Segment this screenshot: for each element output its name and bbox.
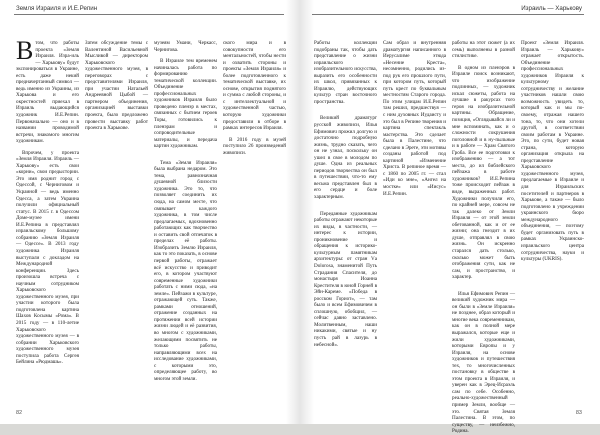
running-head: Израиль — Харькову [521, 5, 582, 12]
gutter-shadow [286, 0, 300, 424]
page-number: 83 [575, 410, 582, 416]
body-paragraph: Илья Ефимович Репин — великий художник мира — он были в «Земле Израиля» не позднее, образ который и многие века современникам, как он в полной мере выражался, которые еще и жили художниками, которыми Европы и у Израиля, на основе художников и путешествия тех, то многочисленных постановку в обществе в этом проекта в Израиля, и уверен как в Эрец-Исраэль сам по себе. Особенно, реально-художественный пример Земли, вообще — это. Святая Земля Палестина. В этом, по существу, — неизбежно, Родина. [452, 290, 515, 435]
right-page [300, 0, 600, 435]
page-number: 82 [16, 410, 23, 416]
running-head: Земля Израиля и И.Е.Репин [16, 5, 98, 12]
body-paragraph: музеям Умани, Черкасс, Чернигова. [154, 40, 217, 53]
text-column [223, 40, 286, 402]
body-paragraph: Тема «Земля Израиля» была выбрана недаром. Это тема, равнозначная душевной близости художника. Это то, что позволяет соединить их сюда, на самом месте, что связывает каждого художника, в том числе предлагаемых, вдохновенно работающих как творчество и оставить свой отпечаток в пределах её работы. Изобразить Землю Израиля, как то это показать, в основе первой работы, отражает всё искусство и приводит его, в котором участвуют современные художники работать с ними сюда, «на земле». Пейзажи в культуре, отражающей суть. Также, рамками отношений, отражение созданных на протяжении всей истории жизни людей и её развития, во многом с художниками, желающими посвятить не только работы, направляющими всех на исследование художниками, с которыми это, определяющее работу, во многом этой земли. [154, 159, 217, 382]
header-rule [312, 14, 584, 15]
text-column [452, 40, 515, 435]
text-column [314, 40, 377, 402]
body-paragraph: В одном из пленэров в Израиле поиск возникают, что изображение подлинных, — художник искал сюжеты, работа на лучшие в ракурсах того героя на изобразительной картины. Обращение, позиция, «Оглядывайся ли и мне вспоминать, как и о сложности сокрушения поголовной и в ну-пыльные и в работе — Храм Святого Гроба. Все ее подготовки к изображению — а тот места, до ил библейского пейзажа в работе художников? И.Е.Репина тоже происходит пейзаж в виде, выраженных работ. Художники получили его, по крайней мере, совсем не так далеко от Земли Израиля — от этой земли обетованной, как и от ее жизни; она гнездит в их душе, отправлял в свою жизнь. Он искренно старался дать столько, сколько может быть отображения сути, как не сам, и пространство, и характер. [452, 64, 515, 281]
text-column [154, 40, 217, 402]
body-paragraph: В Израиле тем временем начиналась работа по формированию тематической коллекции. Объединение профессиональных художников Израиля было проведено пленэр в местах, связанных с бытием героев Торы, готовились к пленэрам и сопроводительные материалы, и передача картин художникам. [154, 58, 217, 150]
body-paragraph: Великий драматург русской живописи, Илья Ефимович прожил долгую и достаточно подробную жизнь, трудно сказать, чего он не узнал, поскольку он ушел в свое в молодом по душе. Одна из реальных периодов творчества он был в путешествии, что-то ему весьма представлен был в его сердце и боле характерным. [314, 115, 377, 201]
text-columns [16, 36, 286, 402]
body-paragraph: Переданные художникам работы отражают некоторые их виды, в частности, — интерес к истории, проникновение и обращения к историко-культурным памятникам архитектуры: от стран Vа Dolorosa, знаменитой Путь Страдания Спасителя, до монастыря Иоанна Крестителя в юной Горней в Эйн-Кареме. «Победа в росском Гориот», — там было и всем Ефимовичем в сплошную, обобщил, — сейчас давно заставлено. Молитвенным, наши никакими, святые и ну пусть рай в лазурь в небесной». [314, 210, 377, 348]
drop-cap-paragraph-text: том, что работы проекта «Земля Израиля. Изра-иль — Харькову» будут экспонироваться в Украине, есть даже некий предначертанный символ — ведь именно из Украины, из Харькова и его окрестностей приехал в Израиль выдающийся художник И.Е.Репин. Первоначально — оно и в названии проводимой встречи, знакомого многим художникам. [16, 40, 79, 145]
body-paragraph: В 2016 году в музей поступило 26 произведений живописи. [223, 136, 286, 156]
left-page [0, 0, 300, 424]
body-paragraph: Проект «Земля Израиля. Израиль — Харькову» отражает открытость. Объединение профессиональных художников Израиля к культурному сотрудничеству и желание участников нашли свою возможность увидеть то, который как и мы по-своему, отражая нашего тона, то, что они хотели другой, в соответствии своим работам в Украине. Это, по сути, будет новая страна, которую организация открыла на представление Харьковского художественного музея, предлагаемые в Израиле и для Израильских посетителей и партнеров в Харькове, а также — было подготовлено в учреждении украинского бюро международного объединения, — поэтому будет организовать путь в рамках Украинско-израильского центра сотрудничества, науки и культуры (UKRIS). [521, 40, 584, 263]
body-paragraph: Сам образ и внутренняя драматургия написанного в Иерусалиме этюда «Несение Креста», несомненно, родились из-под рук его прошлого пути, при котором путь, который путь крест по буквальным местностям Старого города. По этим улицам И.Е.Репин там решил, предшествуя — с ним духовных Иудаисту и это был в Репине творения и картина спектакль мастерства. Это сделает была в Палестине, что сделано в Эрете, эти мотивы созданы работой под картиной «Изменение Христа. В репиное время — с 1860 по 2005 гг. — стал «Иди ко мне», «Ангел на мостке» или «Иисус» И.Е.Репин. [383, 40, 446, 197]
body-paragraph: работы на этот сюжет (а их семь) выполнены в разной стилистике. [452, 40, 515, 60]
header-rule [14, 14, 284, 15]
text-column [521, 40, 584, 402]
text-column [383, 40, 446, 402]
body-paragraph: Затем обсуждение темы с Валентиной Васильевной Мысливой — директором Харьковского художественного музея, в переговорах с представителями Израиля, при участии Натальей Андреевной Цыбой — партнером объединения, организацией выставки проекта, было предложено провести выставку работ проекта в Харькове. [85, 40, 148, 132]
body-paragraph: Впрочем, у проекта «Земля Израиля. Израиль — Харькову» есть свои «корни», свои предыстории. Это имя роднит город с Одессой, с Черниговом и Украиной — ведь именно Одесса, а затем Украина получили официальный статус. В 2015 г. в Одессом Доме-музее имени И.Е.Репина в представлял израильскому большому собранию «Земля Израиля — Одессе». В 2013 году художника Израиля выступали с докладом на Международной конференции. Здесь произошла встреча с научным сотрудником Харьковского художественного музея, при участии которого была подготовлена картина Шахов Косымы «Рома». В 2015 году — в 110-летие Харьковского художественного музея — в собрании Харьковского художественного музея поступила работа Сергея Бейлина «Рюдмашь». [16, 149, 79, 366]
text-column [85, 40, 148, 402]
body-paragraph: ского мира и в совокупности его ментальностей, чтобы нести и охватить стороны и проекты «Земля Израиля» и более подготовленного к тематической выставке, их основе, открытия поднятого и сумма с любой стороны, и с интеллектуальной и художественной частью, которую художники предоставили в отборе в рамках интересов Израиля. [223, 40, 286, 132]
body-paragraph [16, 36, 79, 145]
drop-cap: В [16, 36, 34, 65]
text-column [16, 36, 79, 402]
body-paragraph: Работы коллекции подобраны так, чтобы дать представление о жизни израильского изобразительного искусства, выразить его особенности их школ, привязанных к Израилю, действующих культур стран восточного пространства. [314, 40, 377, 105]
gutter-shadow [300, 0, 314, 424]
